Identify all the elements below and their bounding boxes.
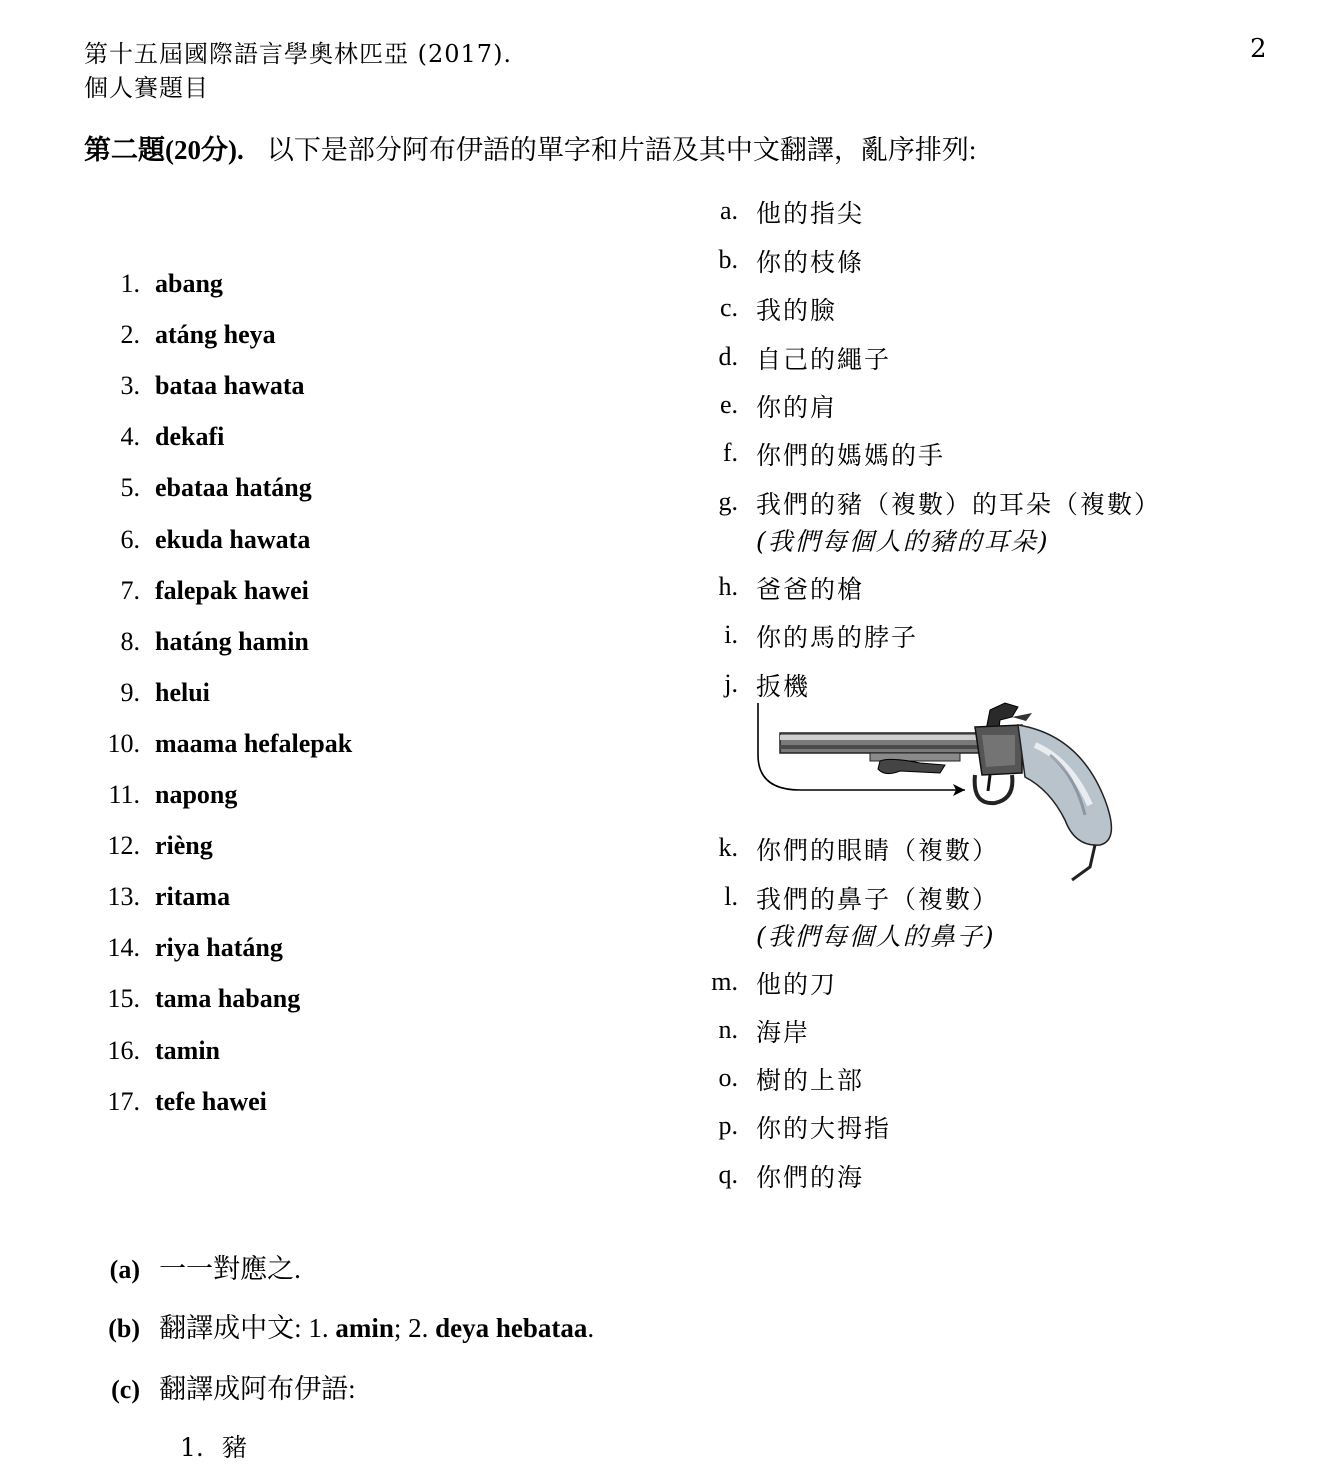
word-text: ebataa hatáng: [155, 473, 312, 502]
question-a: [96, 1247, 301, 1286]
word-text: atáng heya: [155, 320, 276, 349]
translation-letter: e.: [719, 390, 738, 419]
word-number: 10.: [107, 729, 140, 758]
word-number: 15.: [107, 984, 140, 1013]
word-number: 3.: [120, 371, 140, 400]
question-b-text: [159, 1313, 594, 1343]
word-number: 6.: [120, 525, 140, 554]
page-number: 2: [1250, 34, 1267, 64]
translation-letter: j.: [724, 669, 738, 698]
header-subtitle: 個人賽題目: [84, 74, 209, 102]
translation-note: (我們每個人的鼻子): [756, 922, 996, 951]
word-text: abang: [155, 269, 223, 298]
word-number: 5.: [120, 473, 140, 502]
translation-letter: d.: [718, 342, 738, 371]
word-text: tefe hawei: [155, 1087, 267, 1116]
translation-letter: o.: [718, 1063, 738, 1092]
problem-intro: 以下是部分阿布伊語的單字和片語及其中文翻譯，亂序排列:: [266, 135, 977, 165]
translation-text: 爸爸的槍: [756, 575, 865, 604]
word-number: 8.: [120, 627, 140, 656]
word-number: 16.: [107, 1036, 140, 1065]
question-b-prefix: 翻譯成中文: 1.: [159, 1313, 336, 1343]
question-c-item-1-num: 1.: [180, 1433, 204, 1462]
question-c-item-1: [180, 1428, 247, 1464]
word-text: tamin: [155, 1036, 220, 1065]
translation-text: 我們的鼻子（複數）: [756, 885, 1000, 914]
translation-letter: n.: [718, 1015, 738, 1044]
translation-letter: f.: [722, 438, 738, 467]
translation-text: 自己的繩子: [756, 345, 892, 374]
question-b-word1: amin: [335, 1313, 394, 1343]
question-b-word2: deya hebataa: [435, 1313, 588, 1343]
word-text: napong: [155, 780, 238, 809]
word-number: 14.: [107, 933, 140, 962]
question-b-mid: ; 2.: [393, 1313, 436, 1343]
translation-letter: g.: [718, 487, 738, 516]
word-number: 11.: [108, 780, 140, 809]
word-text: ekuda hawata: [155, 525, 311, 554]
translation-text: 我的臉: [756, 296, 838, 325]
translation-letter: c.: [719, 293, 738, 322]
pistol-grip: [1018, 725, 1111, 845]
word-text: maama hefalepak: [155, 729, 353, 758]
translation-text: 你們的海: [756, 1163, 865, 1192]
translation-text: 你的大拇指: [756, 1114, 892, 1143]
translation-letter: q.: [718, 1160, 738, 1189]
translation-letter: h.: [718, 572, 738, 601]
translation-text: 海岸: [756, 1018, 811, 1047]
word-number: 12.: [107, 831, 140, 860]
translation-letter: p.: [718, 1111, 738, 1140]
question-a-text: 一一對應之.: [159, 1254, 301, 1284]
translation-text: 我們的豬（複數）的耳朵（複數）: [756, 490, 1162, 519]
word-text: riya hatáng: [155, 933, 283, 962]
word-number: 9.: [120, 678, 140, 707]
translation-letter: l.: [724, 882, 738, 911]
pistol-illustration: [750, 695, 1130, 890]
question-b-suffix: .: [587, 1313, 595, 1343]
translation-text: 他的指尖: [756, 199, 865, 228]
translation-letter: k.: [718, 833, 738, 862]
translation-text: 扳機: [756, 672, 811, 701]
translation-letter: b.: [718, 245, 738, 274]
translation-letter: a.: [719, 196, 738, 225]
word-text: rièng: [155, 831, 213, 860]
word-text: dekafi: [155, 422, 225, 451]
word-text: ritama: [155, 882, 231, 911]
question-c-label: (c): [111, 1375, 140, 1404]
word-number: 17.: [107, 1087, 140, 1116]
word-text: hatáng hamin: [155, 627, 309, 656]
word-number: 1.: [120, 269, 140, 298]
word-number: 2.: [120, 320, 140, 349]
translation-letter: m.: [711, 967, 738, 996]
header-title: 第十五屆國際語言學奧林匹亞 (2017).: [84, 40, 513, 68]
translation-text: 你們的眼睛（複數）: [756, 836, 1000, 865]
translation-text: 樹的上部: [756, 1066, 865, 1095]
question-b: [96, 1306, 594, 1345]
problem-heading: [84, 128, 976, 167]
word-number: 4.: [120, 422, 140, 451]
translation-note: (我們每個人的豬的耳朵): [756, 527, 1050, 556]
word-number: 13.: [107, 882, 140, 911]
question-a-label: (a): [109, 1255, 140, 1284]
question-b-label: (b): [108, 1314, 140, 1343]
word-text: bataa hawata: [155, 371, 305, 400]
question-c-text: 翻譯成阿布伊語:: [159, 1374, 356, 1404]
translation-letter: i.: [724, 620, 738, 649]
translation-text: 你們的媽媽的手: [756, 441, 946, 470]
word-text: helui: [155, 678, 210, 707]
translation-text: 你的肩: [756, 393, 838, 422]
question-c: [96, 1367, 356, 1406]
translation-text: 你的枝條: [756, 248, 865, 277]
translation-text: 你的馬的脖子: [756, 623, 919, 652]
translation-text: 他的刀: [756, 970, 838, 999]
question-c-item-1-text: 豬: [221, 1433, 247, 1462]
problem-title: 第二題(20分).: [84, 135, 244, 165]
word-text: tama habang: [155, 984, 301, 1013]
word-text: falepak hawei: [155, 576, 309, 605]
word-number: 7.: [120, 576, 140, 605]
